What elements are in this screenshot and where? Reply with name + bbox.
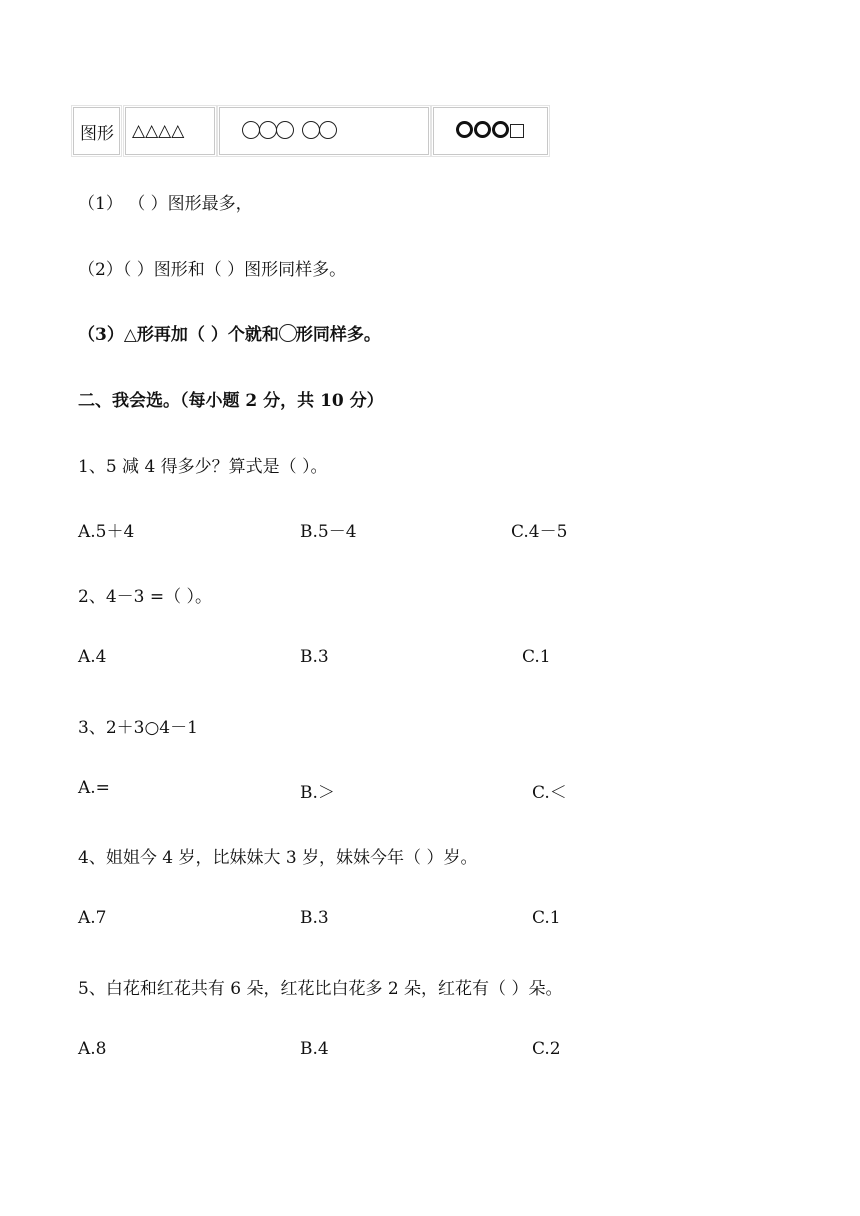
question-2: （2）（ ）图形和（ ）图形同样多。 (78, 260, 347, 280)
table-circle-cell (219, 107, 429, 155)
question-3-part-a: （3）△形再加（ ）个就和 (78, 325, 279, 345)
option-a: A.4 (78, 647, 107, 667)
circle-icon (319, 121, 337, 139)
circle-icon (302, 121, 320, 139)
option-a: A.5＋4 (78, 522, 135, 542)
choice-question-5: 5、白花和红花共有 6 朵，红花比白花多 2 朵，红花有（ ）朵。 (78, 979, 563, 999)
bold-circle-icon (492, 121, 509, 138)
option-b: B.4 (300, 1039, 329, 1059)
choice-question-3: 3、2＋3○4－1 (78, 718, 198, 738)
bold-circle-icon (456, 121, 473, 138)
option-a: A.7 (78, 908, 107, 928)
table-label-cell (73, 107, 120, 155)
question-1: （1） （ ）图形最多， (78, 194, 253, 214)
option-b: B.5－4 (300, 522, 357, 542)
option-a: A.= (78, 778, 110, 798)
question-3-part-b: 形同样多。 (295, 325, 381, 345)
option-c: C.1 (522, 647, 551, 667)
circle-icon (242, 121, 260, 139)
choice-question-4: 4、姐姐今 4 岁，比妹妹大 3 岁，妹妹今年（ ）岁。 (78, 848, 478, 868)
question-3 (78, 320, 381, 345)
table-bold-cell (433, 107, 548, 155)
triangle-shapes: △△△△ (132, 121, 185, 141)
table-triangle-cell (125, 107, 215, 155)
option-c: C.2 (532, 1039, 561, 1059)
option-b: B.3 (300, 647, 329, 667)
circle-icon (279, 324, 297, 342)
bold-circle-shapes (456, 121, 524, 142)
option-c: C.＜ (532, 783, 567, 803)
section-heading: 二、我会选。（每小题 2 分，共 10 分） (78, 391, 384, 411)
option-b: B.＞ (300, 783, 335, 803)
circle-icon (276, 121, 294, 139)
option-a: A.8 (78, 1039, 107, 1059)
bold-circle-icon (474, 121, 491, 138)
thin-circle-shapes (242, 121, 336, 142)
table-label: 图形 (80, 123, 114, 144)
choice-question-1: 1、5 减 4 得多少？算式是（ ）。 (78, 457, 328, 477)
square-icon (510, 124, 524, 138)
option-c: C.4－5 (511, 522, 568, 542)
option-c: C.1 (532, 908, 561, 928)
circle-icon (259, 121, 277, 139)
option-b: B.3 (300, 908, 329, 928)
choice-question-2: 2、4－3 =（ ）。 (78, 587, 212, 607)
